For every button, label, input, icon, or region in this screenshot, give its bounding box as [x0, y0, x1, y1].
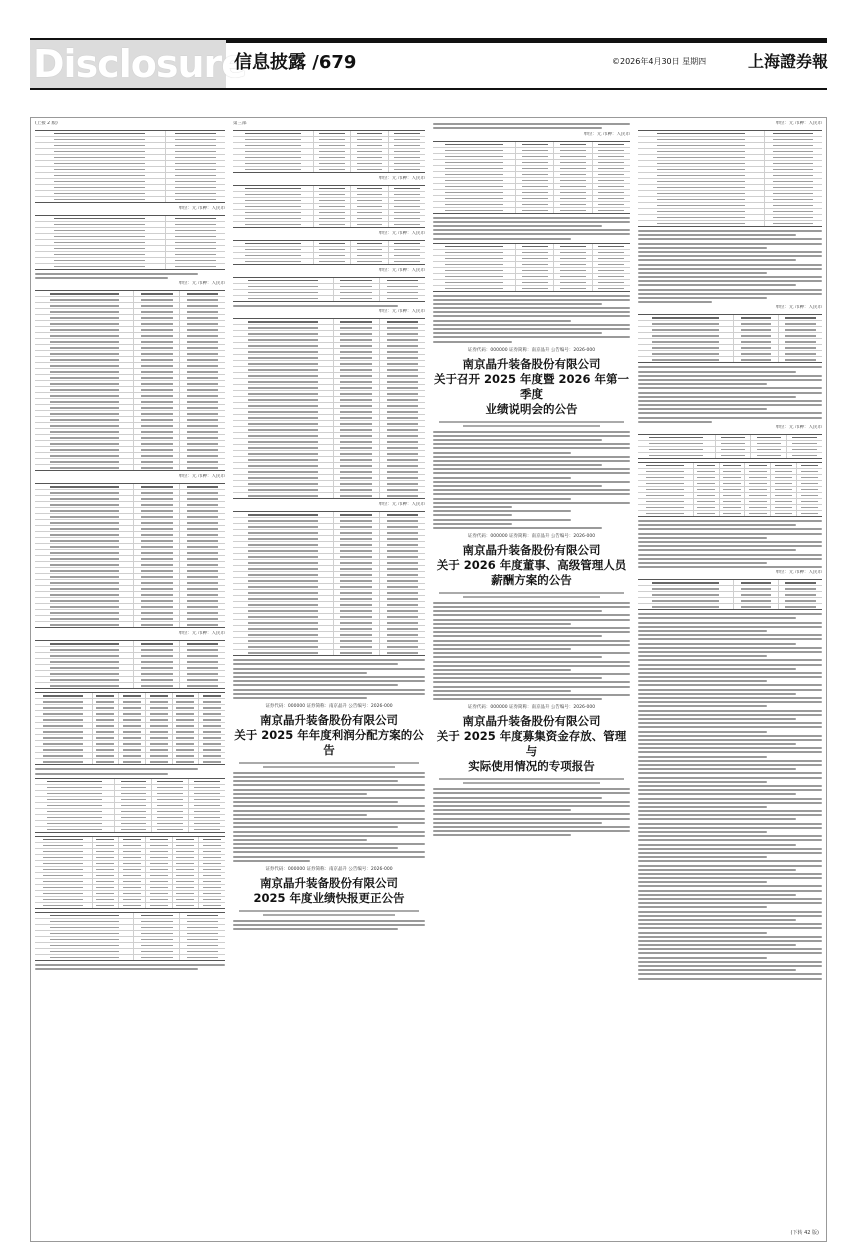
- announcement-title: 关于召开 2025 年度暨 2026 年第一季度: [433, 371, 630, 401]
- financial-table: [233, 277, 425, 302]
- company-name: 南京晶升装备股份有限公司: [260, 712, 398, 727]
- unit-label: 单位：元 币种：人民币: [775, 305, 822, 311]
- unit-label: 单位：元 币种：人民币: [378, 502, 425, 508]
- announcement-header: [433, 533, 630, 598]
- financial-table: [233, 318, 425, 499]
- financial-table: [433, 243, 630, 292]
- unit-label: 单位：元 币种：人民币: [378, 309, 425, 315]
- unit-label: 单位：元 币种：人民币: [378, 268, 425, 273]
- financial-table: [233, 185, 425, 228]
- financial-table: [233, 130, 425, 173]
- unit-label: 单位：元 币种：人民币: [775, 570, 822, 576]
- unit-label: 单位：元 币种：人民币: [583, 131, 630, 137]
- financial-table: [35, 640, 225, 689]
- company-name: 南京晶升装备股份有限公司: [462, 714, 601, 729]
- financial-table: [35, 130, 225, 203]
- unit-label: 单位：元 币种：人民币: [378, 176, 425, 181]
- disclosure-logo: Disclosure: [30, 40, 226, 88]
- financial-table: [233, 240, 425, 265]
- announcement-title-line-2: 业绩说明会的公告: [485, 401, 578, 416]
- financial-table: [35, 692, 225, 765]
- financial-table: [35, 483, 225, 628]
- announcement-header: [233, 703, 425, 768]
- column-2: [233, 121, 425, 1238]
- financial-table: [638, 462, 822, 517]
- unit-label: 单位：元 币种：人民币: [178, 281, 225, 287]
- announcement-title: 关于 2025 年度募集资金存放、管理与: [436, 729, 627, 759]
- unit-label: 单位：元 币种：人民币: [775, 121, 822, 126]
- issue-date: ©2026年4月30日 星期四: [612, 57, 707, 66]
- company-name: 南京晶升装备股份有限公司: [260, 875, 398, 890]
- column-3: [433, 121, 630, 1238]
- continued-label: (下转 42 版): [790, 1230, 819, 1236]
- page-content: [30, 117, 827, 1242]
- announcement-header: [433, 347, 630, 427]
- stock-codes: 证券代码：000000 证券简称：南京晶升 公告编号：2026-000: [467, 705, 596, 711]
- financial-table: [35, 778, 225, 833]
- financial-table: [35, 836, 225, 909]
- financial-table: [638, 579, 822, 610]
- announcement-header: [233, 866, 425, 916]
- announcement-title-line-2: 薪酬方案的公告: [491, 572, 572, 587]
- stock-codes: 证券代码：000000 证券简称：南京晶升 公告编号：2026-000: [467, 533, 596, 539]
- header-bottom-rule: [30, 88, 827, 90]
- stock-codes: 证券代码：000000 证券简称：南京晶升 公告编号：2026-000: [265, 866, 393, 872]
- financial-table: [638, 314, 822, 363]
- financial-table: [35, 912, 225, 961]
- section-label: 第三部: [233, 121, 247, 126]
- announcement-title: 关于 2025 年年度利润分配方案的公告: [234, 727, 424, 757]
- financial-table: [233, 511, 425, 656]
- unit-label: 单位：元 币种：人民币: [178, 631, 225, 637]
- continued-from-label: (上接 2 版): [35, 121, 58, 126]
- column-1: [35, 121, 225, 1238]
- announcement-title: 关于 2026 年度董事、高级管理人员: [436, 557, 627, 572]
- announcement-header: [433, 704, 630, 784]
- stock-codes: 证券代码：000000 证券简称：南京晶升 公告编号：2026-000: [467, 347, 596, 353]
- section-title: 信息披露 /679: [234, 52, 357, 73]
- announcement-title: 2025 年度业绩快报更正公告: [253, 890, 405, 905]
- financial-table: [638, 434, 822, 459]
- company-name: 南京晶升装备股份有限公司: [462, 356, 601, 371]
- financial-table: [433, 141, 630, 214]
- stock-codes: 证券代码：000000 证券简称：南京晶升 公告编号：2026-000: [265, 703, 393, 709]
- unit-label: 单位：元 币种：人民币: [178, 206, 225, 211]
- financial-table: [35, 290, 225, 471]
- unit-label: 单位：元 币种：人民币: [775, 425, 822, 430]
- newspaper-name: 上海證券報: [748, 52, 829, 71]
- column-4: [638, 121, 822, 1238]
- page-header: [0, 0, 857, 95]
- unit-label: 单位：元 币种：人民币: [378, 231, 425, 236]
- company-name: 南京晶升装备股份有限公司: [462, 542, 601, 557]
- unit-label: 单位：元 币种：人民币: [178, 474, 225, 480]
- financial-table: [35, 215, 225, 270]
- financial-table: [638, 130, 822, 227]
- announcement-title-line-2: 实际使用情况的专项报告: [468, 759, 595, 774]
